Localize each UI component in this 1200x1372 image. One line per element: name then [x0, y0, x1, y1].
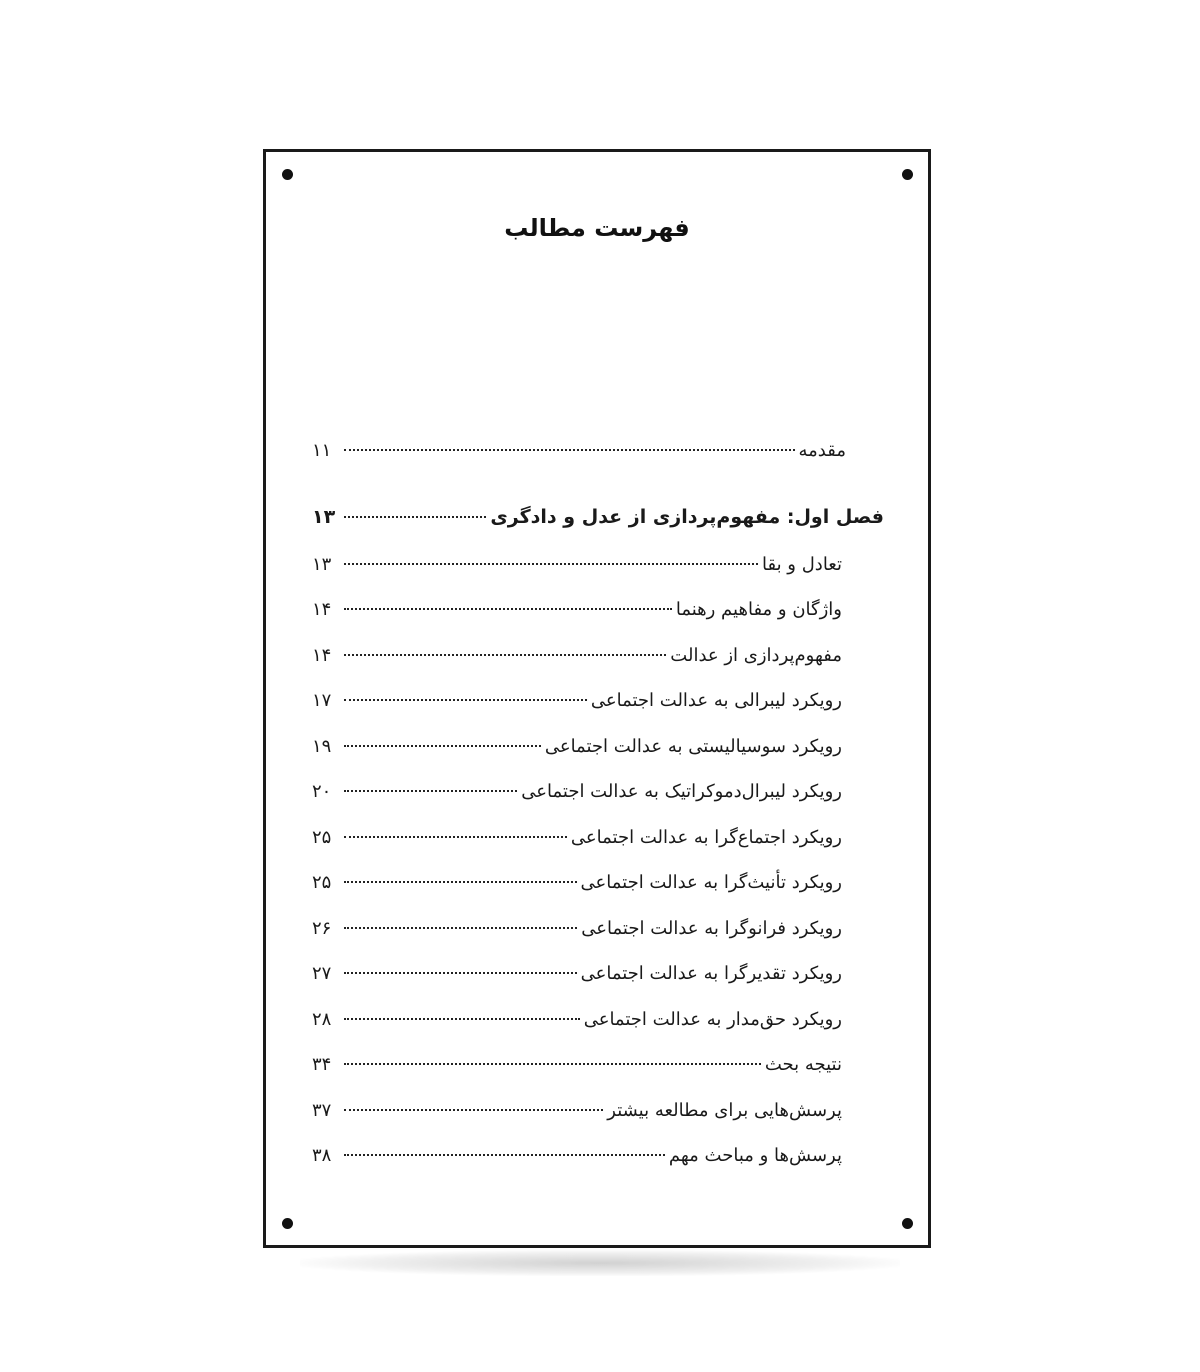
toc-entry: [312, 872, 884, 918]
toc-entry-intro: [312, 440, 884, 486]
dot-leader: [344, 563, 758, 565]
toc-entry: [312, 781, 884, 827]
toc-entry-page: ۱۷: [312, 690, 332, 711]
toc-entry-page: ۱۴: [312, 644, 332, 666]
dot-leader: [344, 608, 672, 610]
toc-entry: [312, 1009, 884, 1055]
toc-entry-page: ۲۸: [312, 1008, 332, 1030]
toc-entry-page: ۳۸: [312, 1145, 332, 1166]
toc-entry: [312, 1100, 884, 1146]
dot-leader: [344, 972, 577, 974]
dot-leader: [344, 790, 517, 792]
toc-entry-page: ۲۰: [312, 781, 332, 802]
dot-leader: [344, 1018, 580, 1020]
toc-entry: [312, 827, 884, 873]
toc-entry-label: فصل اول: مفهوم‌پردازی از عدل و دادگری: [490, 505, 884, 528]
toc-entry-label: مقدمه: [798, 440, 846, 461]
dot-leader: [344, 1154, 665, 1156]
dot-leader: [344, 449, 795, 451]
toc-entry: [312, 554, 884, 600]
toc-entry: [312, 599, 884, 645]
toc-entry-label: تعادل و بقا: [761, 553, 842, 575]
toc-entry-page: ۱۳: [312, 553, 332, 575]
toc-entry-page: ۲۶: [312, 917, 332, 939]
toc-entry-label: رویکرد سوسیالیستی به عدالت اجتماعی: [544, 735, 842, 757]
toc-entry: [312, 736, 884, 782]
dot-leader: [344, 1063, 761, 1065]
toc-entry-label: رویکرد لیبرال‌دموکراتیک به عدالت اجتماعی: [521, 781, 842, 802]
corner-dot-icon: [282, 169, 293, 180]
toc-entry: [312, 645, 884, 691]
dot-leader: [344, 836, 567, 838]
toc-entry: [312, 690, 884, 736]
toc-entry-page: ۲۷: [312, 963, 332, 984]
toc-entry-page: ۱۱: [312, 440, 332, 461]
toc-entry-label: رویکرد اجتماع‌گرا به عدالت اجتماعی: [570, 826, 842, 848]
toc-entry-page: ۳۴: [312, 1054, 332, 1075]
dot-leader: [344, 745, 541, 747]
toc-entry-label: رویکرد تقدیرگرا به عدالت اجتماعی: [580, 963, 842, 984]
toc-entry-label: رویکرد لیبرالی به عدالت اجتماعی: [590, 690, 842, 711]
toc-entry-page: ۲۵: [312, 872, 332, 893]
toc-entry-label: مفهوم‌پردازی از عدالت: [670, 644, 842, 666]
toc-entry-page: ۲۵: [312, 826, 332, 848]
corner-dot-icon: [282, 1218, 293, 1229]
page-title: فهرست مطالب: [504, 214, 690, 242]
dot-leader: [344, 927, 577, 929]
page-shadow: [300, 1250, 900, 1276]
toc-entry-label: نتیجه بحث: [764, 1054, 842, 1075]
toc-entry-page: ۱۳: [312, 505, 336, 528]
toc-entry-label: واژگان و مفاهیم رهنما: [675, 599, 842, 620]
toc-entry-label: رویکرد حق‌مدار به عدالت اجتماعی: [583, 1008, 842, 1030]
table-of-contents: [312, 440, 884, 1191]
toc-entry-page: ۳۷: [312, 1099, 332, 1121]
toc-chapter-heading: [312, 506, 884, 554]
corner-dot-icon: [902, 1218, 913, 1229]
dot-leader: [344, 654, 666, 656]
toc-entry-label: پرسش‌ها و مباحث مهم: [668, 1145, 842, 1166]
dot-leader: [344, 699, 587, 701]
toc-entry: [312, 1054, 884, 1100]
dot-leader: [344, 1109, 603, 1111]
toc-entry-label: رویکرد فرانوگرا به عدالت اجتماعی: [581, 917, 842, 939]
dot-leader: [344, 516, 486, 518]
toc-entry-page: ۱۴: [312, 599, 332, 620]
toc-entry-label: رویکرد تأنیث‌گرا به عدالت اجتماعی: [580, 872, 842, 893]
corner-dot-icon: [902, 169, 913, 180]
dot-leader: [344, 881, 577, 883]
toc-entry-label: پرسش‌هایی برای مطالعه بیشتر: [607, 1099, 842, 1121]
book-page: [263, 149, 931, 1248]
toc-entry: [312, 1145, 884, 1191]
toc-entry: [312, 918, 884, 964]
toc-entry: [312, 963, 884, 1009]
toc-entry-page: ۱۹: [312, 735, 332, 757]
